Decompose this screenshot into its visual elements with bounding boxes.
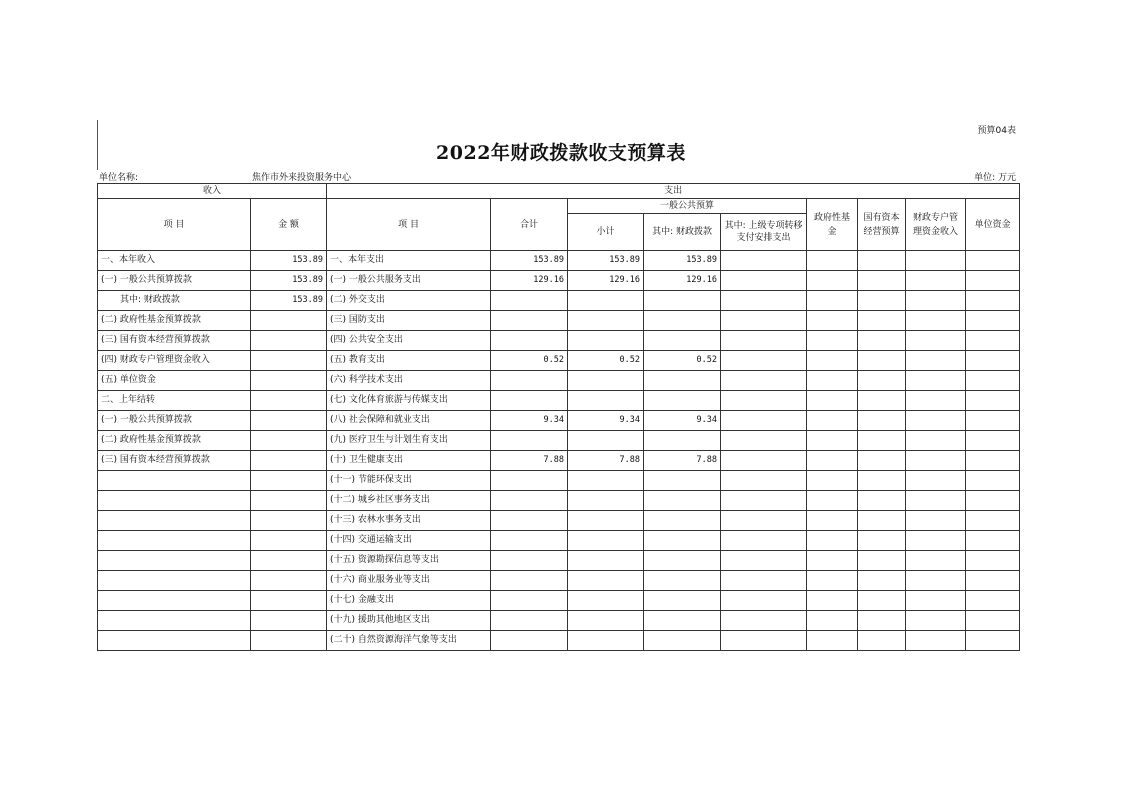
finance-alloc-cell [644,371,721,391]
upper-transfer-cell [721,611,807,631]
general-budget-header: 一般公共预算 [568,199,807,214]
gov-fund-cell [807,431,858,451]
subtotal-cell: 7.88 [568,451,644,471]
table-row [98,511,1020,531]
total-cell: 9.34 [491,411,568,431]
income-item-cell [98,511,251,531]
gov-fund-cell [807,251,858,271]
finance-alloc-cell [644,511,721,531]
subtotal-cell [568,591,644,611]
expense-item-cell: (十) 卫生健康支出 [327,451,491,471]
expense-header: 支出 [327,184,1020,199]
income-item-cell: (一) 一般公共预算拨款 [98,271,251,291]
income-amount-cell: 153.89 [251,251,327,271]
gov-fund-cell [807,331,858,351]
subtotal-header: 小计 [568,214,644,251]
table-row [98,571,1020,591]
upper-transfer-cell [721,531,807,551]
unit-funds-cell [966,591,1020,611]
income-amount-cell: 153.89 [251,291,327,311]
state-capital-cell [858,491,906,511]
state-capital-cell [858,251,906,271]
state-capital-cell [858,371,906,391]
upper-transfer-header: 其中: 上级专项转移支付安排支出 [721,214,807,251]
income-amount-cell [251,311,327,331]
special-account-cell [906,271,966,291]
total-cell [491,471,568,491]
state-capital-cell [858,571,906,591]
state-capital-cell [858,511,906,531]
special-account-cell [906,491,966,511]
upper-transfer-cell [721,571,807,591]
total-cell [491,551,568,571]
finance-alloc-cell [644,611,721,631]
upper-transfer-cell [721,391,807,411]
upper-transfer-cell [721,251,807,271]
unit-funds-cell [966,331,1020,351]
special-account-cell [906,431,966,451]
special-account-cell [906,571,966,591]
table-row [98,591,1020,611]
income-amount-cell [251,531,327,551]
income-item-cell [98,471,251,491]
budget-table [97,183,1020,651]
subtotal-cell [568,431,644,451]
form-number: 预算04表 [977,126,1016,136]
state-capital-cell [858,351,906,371]
state-capital-cell [858,471,906,491]
gov-fund-cell [807,571,858,591]
subtotal-cell [568,291,644,311]
total-cell [491,491,568,511]
gov-fund-cell [807,551,858,571]
state-capital-cell [858,431,906,451]
table-row [98,331,1020,351]
state-capital-cell [858,451,906,471]
total-cell: 7.88 [491,451,568,471]
finance-alloc-cell [644,491,721,511]
expense-item-cell: (六) 科学技术支出 [327,371,491,391]
table-row [98,351,1020,371]
income-item-cell [98,551,251,571]
income-amount-cell [251,491,327,511]
gov-fund-cell [807,311,858,331]
expense-item-cell: (十九) 援助其他地区支出 [327,611,491,631]
gov-fund-cell [807,451,858,471]
gov-fund-cell [807,411,858,431]
table-row [98,611,1020,631]
income-amount-cell [251,371,327,391]
total-cell [491,431,568,451]
state-capital-cell [858,551,906,571]
special-account-header: 财政专户管理资金收入 [906,199,966,251]
table-row [98,251,1020,271]
gov-fund-cell [807,291,858,311]
finance-alloc-cell [644,391,721,411]
subtotal-cell: 129.16 [568,271,644,291]
special-account-cell [906,291,966,311]
expense-item-cell: (十六) 商业服务业等支出 [327,571,491,591]
total-cell [491,331,568,351]
income-amount-cell [251,391,327,411]
unit-funds-cell [966,351,1020,371]
income-header: 收入 [98,184,327,199]
unit-funds-cell [966,271,1020,291]
state-capital-cell [858,291,906,311]
income-item-cell: 其中: 财政拨款 [98,291,251,311]
gov-fund-header: 政府性基金 [807,199,858,251]
income-item-cell [98,611,251,631]
table-row [98,271,1020,291]
total-cell [491,371,568,391]
income-amount-cell [251,451,327,471]
upper-transfer-cell [721,551,807,571]
total-cell: 0.52 [491,351,568,371]
gov-fund-cell [807,531,858,551]
expense-item-cell: (十七) 金融支出 [327,591,491,611]
income-item-header: 项 目 [98,199,251,251]
total-cell [491,591,568,611]
subtotal-cell [568,471,644,491]
total-header: 合计 [491,199,568,251]
special-account-cell [906,531,966,551]
gov-fund-cell [807,371,858,391]
unit-funds-header: 单位资金 [966,199,1020,251]
upper-transfer-cell [721,591,807,611]
income-item-cell: (四) 财政专户管理资金收入 [98,351,251,371]
income-amount-cell [251,411,327,431]
expense-item-cell: (二) 外交支出 [327,291,491,311]
total-cell [491,531,568,551]
income-item-cell [98,571,251,591]
header-row-1 [98,184,1020,199]
expense-item-cell: (五) 教育支出 [327,351,491,371]
unit-funds-cell [966,411,1020,431]
income-amount-cell [251,331,327,351]
header-row-2 [98,199,1020,214]
special-account-cell [906,351,966,371]
finance-alloc-cell [644,631,721,651]
income-amount-cell [251,571,327,591]
finance-alloc-header: 其中: 财政拨款 [644,214,721,251]
table-row [98,451,1020,471]
income-amount-cell [251,351,327,371]
subtotal-cell: 153.89 [568,251,644,271]
unit-label: 单位: 万元 [974,173,1016,183]
income-item-cell: (二) 政府性基金预算拨款 [98,431,251,451]
unit-funds-cell [966,371,1020,391]
subtotal-cell [568,531,644,551]
unit-funds-cell [966,571,1020,591]
state-capital-cell [858,631,906,651]
upper-transfer-cell [721,331,807,351]
total-cell [491,391,568,411]
unit-funds-cell [966,251,1020,271]
unit-funds-cell [966,431,1020,451]
income-amount-header: 金 额 [251,199,327,251]
subtotal-cell [568,491,644,511]
income-item-cell: (一) 一般公共预算拨款 [98,411,251,431]
upper-transfer-cell [721,451,807,471]
special-account-cell [906,471,966,491]
state-capital-cell [858,591,906,611]
income-item-cell: (五) 单位资金 [98,371,251,391]
special-account-cell [906,631,966,651]
income-item-cell: (三) 国有资本经营预算拨款 [98,331,251,351]
unit-funds-cell [966,451,1020,471]
special-account-cell [906,371,966,391]
unit-funds-cell [966,491,1020,511]
expense-item-cell: (十五) 资源勘探信息等支出 [327,551,491,571]
income-item-cell: 一、本年收入 [98,251,251,271]
income-item-cell [98,491,251,511]
unit-funds-cell [966,531,1020,551]
state-capital-cell [858,611,906,631]
table-row [98,411,1020,431]
total-cell [491,571,568,591]
income-amount-cell [251,551,327,571]
table-row [98,531,1020,551]
gov-fund-cell [807,611,858,631]
table-row [98,311,1020,331]
table-row [98,471,1020,491]
expense-item-cell: (一) 一般公共服务支出 [327,271,491,291]
upper-transfer-cell [721,271,807,291]
expense-item-cell: (八) 社会保障和就业支出 [327,411,491,431]
expense-item-cell: (二十) 自然资源海洋气象等支出 [327,631,491,651]
income-amount-cell [251,611,327,631]
upper-transfer-cell [721,411,807,431]
expense-item-cell: (九) 医疗卫生与计划生育支出 [327,431,491,451]
upper-transfer-cell [721,631,807,651]
upper-transfer-cell [721,311,807,331]
finance-alloc-cell [644,311,721,331]
gov-fund-cell [807,391,858,411]
finance-alloc-cell [644,551,721,571]
finance-alloc-cell [644,331,721,351]
unit-funds-cell [966,611,1020,631]
finance-alloc-cell: 129.16 [644,271,721,291]
special-account-cell [906,511,966,531]
expense-item-cell: (四) 公共安全支出 [327,331,491,351]
finance-alloc-cell [644,431,721,451]
total-cell: 153.89 [491,251,568,271]
special-account-cell [906,311,966,331]
table-row [98,631,1020,651]
unit-funds-cell [966,551,1020,571]
special-account-cell [906,611,966,631]
subtotal-cell: 0.52 [568,351,644,371]
total-cell [491,631,568,651]
gov-fund-cell [807,631,858,651]
finance-alloc-cell: 153.89 [644,251,721,271]
total-cell [491,511,568,531]
state-capital-cell [858,411,906,431]
subtotal-cell: 9.34 [568,411,644,431]
income-item-cell [98,631,251,651]
state-capital-cell [858,331,906,351]
finance-alloc-cell [644,531,721,551]
special-account-cell [906,591,966,611]
income-item-cell: 二、上年结转 [98,391,251,411]
subtotal-cell [568,611,644,631]
income-amount-cell [251,631,327,651]
state-capital-cell [858,391,906,411]
gov-fund-cell [807,591,858,611]
income-amount-cell [251,591,327,611]
income-amount-cell [251,511,327,531]
subtotal-cell [568,311,644,331]
special-account-cell [906,551,966,571]
table-row [98,491,1020,511]
income-item-cell [98,531,251,551]
finance-alloc-cell: 7.88 [644,451,721,471]
table-row [98,291,1020,311]
expense-item-cell: 一、本年支出 [327,251,491,271]
income-item-cell [98,591,251,611]
total-cell [491,611,568,631]
expense-item-cell: (三) 国防支出 [327,311,491,331]
special-account-cell [906,331,966,351]
upper-transfer-cell [721,471,807,491]
gov-fund-cell [807,351,858,371]
expense-item-cell: (十一) 节能环保支出 [327,471,491,491]
upper-transfer-cell [721,371,807,391]
finance-alloc-cell [644,471,721,491]
upper-transfer-cell [721,291,807,311]
special-account-cell [906,251,966,271]
unit-funds-cell [966,291,1020,311]
gov-fund-cell [807,511,858,531]
state-capital-cell [858,311,906,331]
upper-transfer-cell [721,351,807,371]
state-capital-header: 国有资本经营预算 [858,199,906,251]
unit-funds-cell [966,631,1020,651]
unit-name: 焦作市外来投资服务中心 [252,173,352,183]
upper-transfer-cell [721,511,807,531]
income-amount-cell [251,431,327,451]
total-cell [491,291,568,311]
state-capital-cell [858,271,906,291]
total-cell: 129.16 [491,271,568,291]
page-title: 2022年财政拨款收支预算表 [436,142,686,164]
table-row [98,391,1020,411]
table-row [98,431,1020,451]
gov-fund-cell [807,491,858,511]
expense-item-header: 项 目 [327,199,491,251]
subtotal-cell [568,511,644,531]
finance-alloc-cell: 9.34 [644,411,721,431]
unit-funds-cell [966,471,1020,491]
table-row [98,551,1020,571]
finance-alloc-cell [644,571,721,591]
table-row [98,371,1020,391]
special-account-cell [906,451,966,471]
income-item-cell: (三) 国有资本经营预算拨款 [98,451,251,471]
subtotal-cell [568,331,644,351]
subtotal-cell [568,391,644,411]
upper-transfer-cell [721,491,807,511]
upper-transfer-cell [721,431,807,451]
income-amount-cell [251,471,327,491]
gov-fund-cell [807,271,858,291]
special-account-cell [906,411,966,431]
finance-alloc-cell [644,291,721,311]
unit-funds-cell [966,391,1020,411]
expense-item-cell: (十三) 农林水事务支出 [327,511,491,531]
subtotal-cell [568,571,644,591]
unit-name-label: 单位名称: [99,173,139,183]
subtotal-cell [568,551,644,571]
income-item-cell: (二) 政府性基金预算拨款 [98,311,251,331]
subtotal-cell [568,371,644,391]
expense-item-cell: (十四) 交通运输支出 [327,531,491,551]
unit-funds-cell [966,311,1020,331]
unit-funds-cell [966,511,1020,531]
expense-item-cell: (七) 文化体育旅游与传媒支出 [327,391,491,411]
expense-item-cell: (十二) 城乡社区事务支出 [327,491,491,511]
total-cell [491,311,568,331]
finance-alloc-cell [644,591,721,611]
income-amount-cell: 153.89 [251,271,327,291]
subtotal-cell [568,631,644,651]
special-account-cell [906,391,966,411]
gov-fund-cell [807,471,858,491]
state-capital-cell [858,531,906,551]
finance-alloc-cell: 0.52 [644,351,721,371]
